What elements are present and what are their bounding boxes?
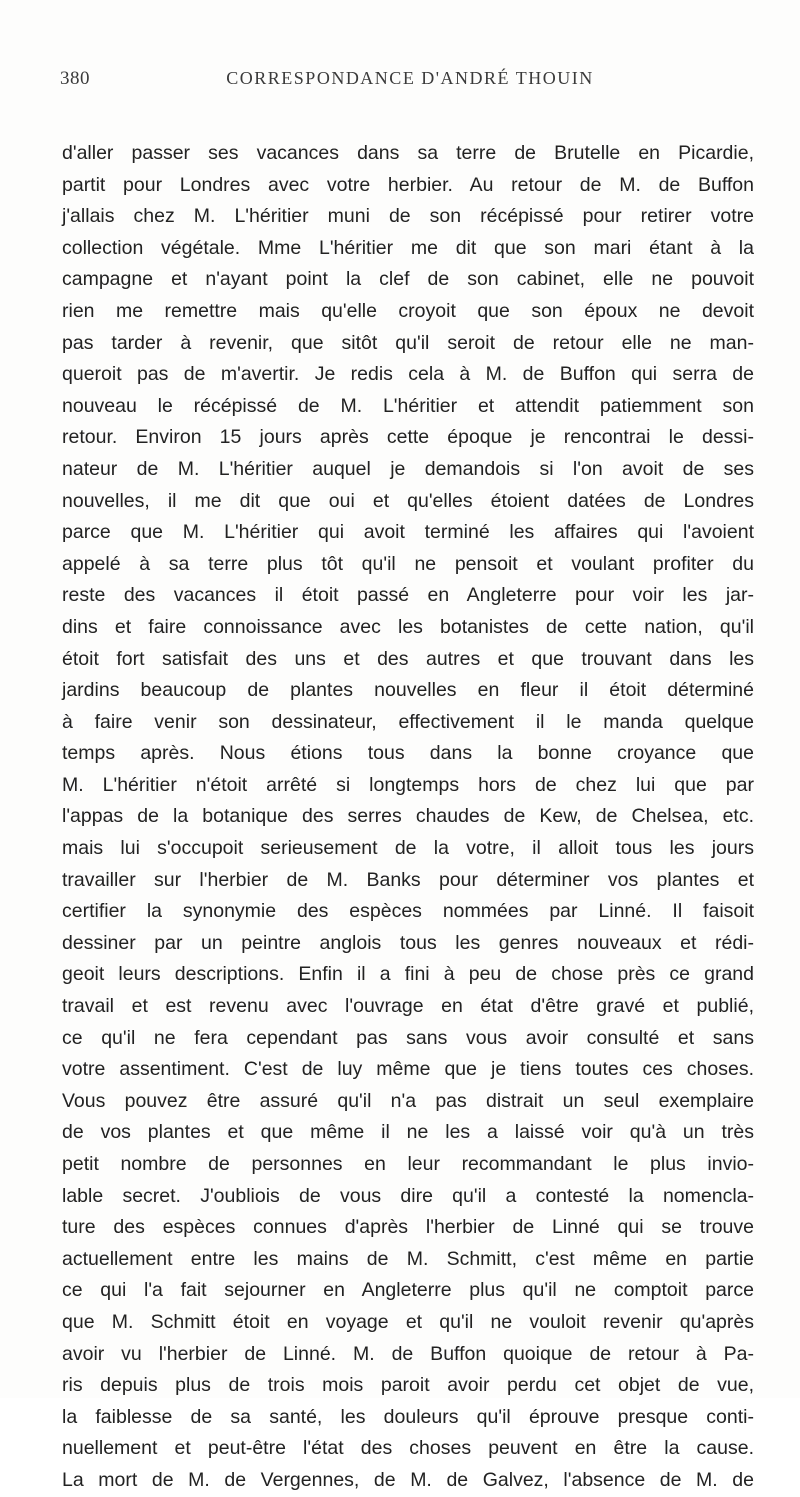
text-line: ture des espèces connues d'après l'herbier de Linné qui se trouve (62, 1216, 754, 1239)
text-line: nateur de M. L'héritier auquel je demandois si l'on avoit de ses (62, 457, 754, 480)
text-line: travail et est revenu avec l'ouvrage en état d'être gravé et publié, (62, 995, 754, 1018)
text-line: votre assentiment. C'est de luy même que je tiens toutes ces choses. (62, 1058, 754, 1081)
text-line: rien me remettre mais qu'elle croyoit que son époux ne devoit (62, 299, 754, 322)
text-line: j'allais chez M. L'héritier muni de son récépissé pour retirer votre (62, 205, 754, 228)
text-line: temps après. Nous étions tous dans la bonne croyance que (62, 742, 754, 765)
text-line: dessiner par un peintre anglois tous les genres nouveaux et rédi- (62, 931, 754, 954)
text-line: nouvelles, il me dit que oui et qu'elles étoient datées de Londres (62, 489, 754, 512)
text-line: à faire venir son dessinateur, effectivement il le manda quelque (62, 710, 754, 733)
text-line: de vos plantes et que même il ne les a laissé voir qu'à un très (62, 1121, 754, 1144)
text-line: avoir vu l'herbier de Linné. M. de Buffon quoique de retour à Pa- (62, 1342, 754, 1365)
text-line: mais lui s'occupoit serieusement de la votre, il alloit tous les jours (62, 837, 754, 860)
text-line: ce qu'il ne fera cependant pas sans vous avoir consulté et sans (62, 1026, 754, 1049)
text-line: actuellement entre les mains de M. Schmitt, c'est même en partie (62, 1247, 754, 1270)
text-line: appelé à sa terre plus tôt qu'il ne pensoit et voulant profiter du (62, 552, 754, 575)
text-line: partit pour Londres avec votre herbier. Au retour de M. de Buffon (62, 173, 754, 196)
page-number: 380 (60, 68, 90, 89)
text-line: jardins beaucoup de plantes nouvelles en fleur il étoit déterminé (62, 679, 754, 702)
page-header (60, 68, 760, 98)
text-line: parce que M. L'héritier qui avoit terminé les affaires qui l'avoient (62, 521, 754, 544)
text-line: reste des vacances il étoit passé en Angleterre pour voir les jar- (62, 584, 754, 607)
text-line: lable secret. J'oubliois de vous dire qu'il a contesté la nomencla- (62, 1184, 754, 1207)
text-line: ce qui l'a fait sejourner en Angleterre plus qu'il ne comptoit parce (62, 1279, 754, 1302)
body-text (62, 138, 754, 1497)
text-line: La mort de M. de Vergennes, de M. de Galvez, l'absence de M. de (62, 1468, 754, 1491)
text-line: l'appas de la botanique des serres chaudes de Kew, de Chelsea, etc. (62, 805, 754, 828)
text-line: que M. Schmitt étoit en voyage et qu'il ne vouloit revenir qu'après (62, 1310, 754, 1333)
text-line: Vous pouvez être assuré qu'il n'a pas distrait un seul exemplaire (62, 1089, 754, 1112)
text-line: geoit leurs descriptions. Enfin il a fini à peu de chose près ce grand (62, 963, 754, 986)
text-line: retour. Environ 15 jours après cette époque je rencontrai le dessi- (62, 426, 754, 449)
text-line: étoit fort satisfait des uns et des autres et que trouvant dans les (62, 647, 754, 670)
text-line: dins et faire connoissance avec les botanistes de cette nation, qu'il (62, 615, 754, 638)
text-line: collection végétale. Mme L'héritier me dit que son mari étant à la (62, 236, 754, 259)
text-line: petit nombre de personnes en leur recommandant le plus invio- (62, 1153, 754, 1175)
text-line: queroit pas de m'avertir. Je redis cela à M. de Buffon qui serra de (62, 363, 754, 386)
text-line: nouveau le récépissé de M. L'héritier et attendit patiemment son (62, 394, 754, 417)
running-head: CORRESPONDANCE D'ANDRÉ THOUIN (226, 68, 594, 88)
text-line: M. L'héritier n'étoit arrêté si longtemps hors de chez lui que par (62, 773, 754, 796)
text-line: campagne et n'ayant point la clef de son cabinet, elle ne pouvoit (62, 268, 754, 291)
text-line: la faiblesse de sa santé, les douleurs qu'il éprouve presque conti- (62, 1405, 754, 1428)
text-line: certifier la synonymie des espèces nommées par Linné. Il faisoit (62, 900, 754, 923)
text-line: travailler sur l'herbier de M. Banks pour déterminer vos plantes et (62, 868, 754, 891)
text-line: ris depuis plus de trois mois paroit avoir perdu cet objet de vue, (62, 1374, 754, 1397)
text-line: nuellement et peut-être l'état des choses peuvent en être la cause. (62, 1437, 754, 1460)
text-line: d'aller passer ses vacances dans sa terre de Brutelle en Picardie, (62, 142, 754, 164)
text-line: pas tarder à revenir, que sitôt qu'il seroit de retour elle ne man- (62, 331, 754, 354)
